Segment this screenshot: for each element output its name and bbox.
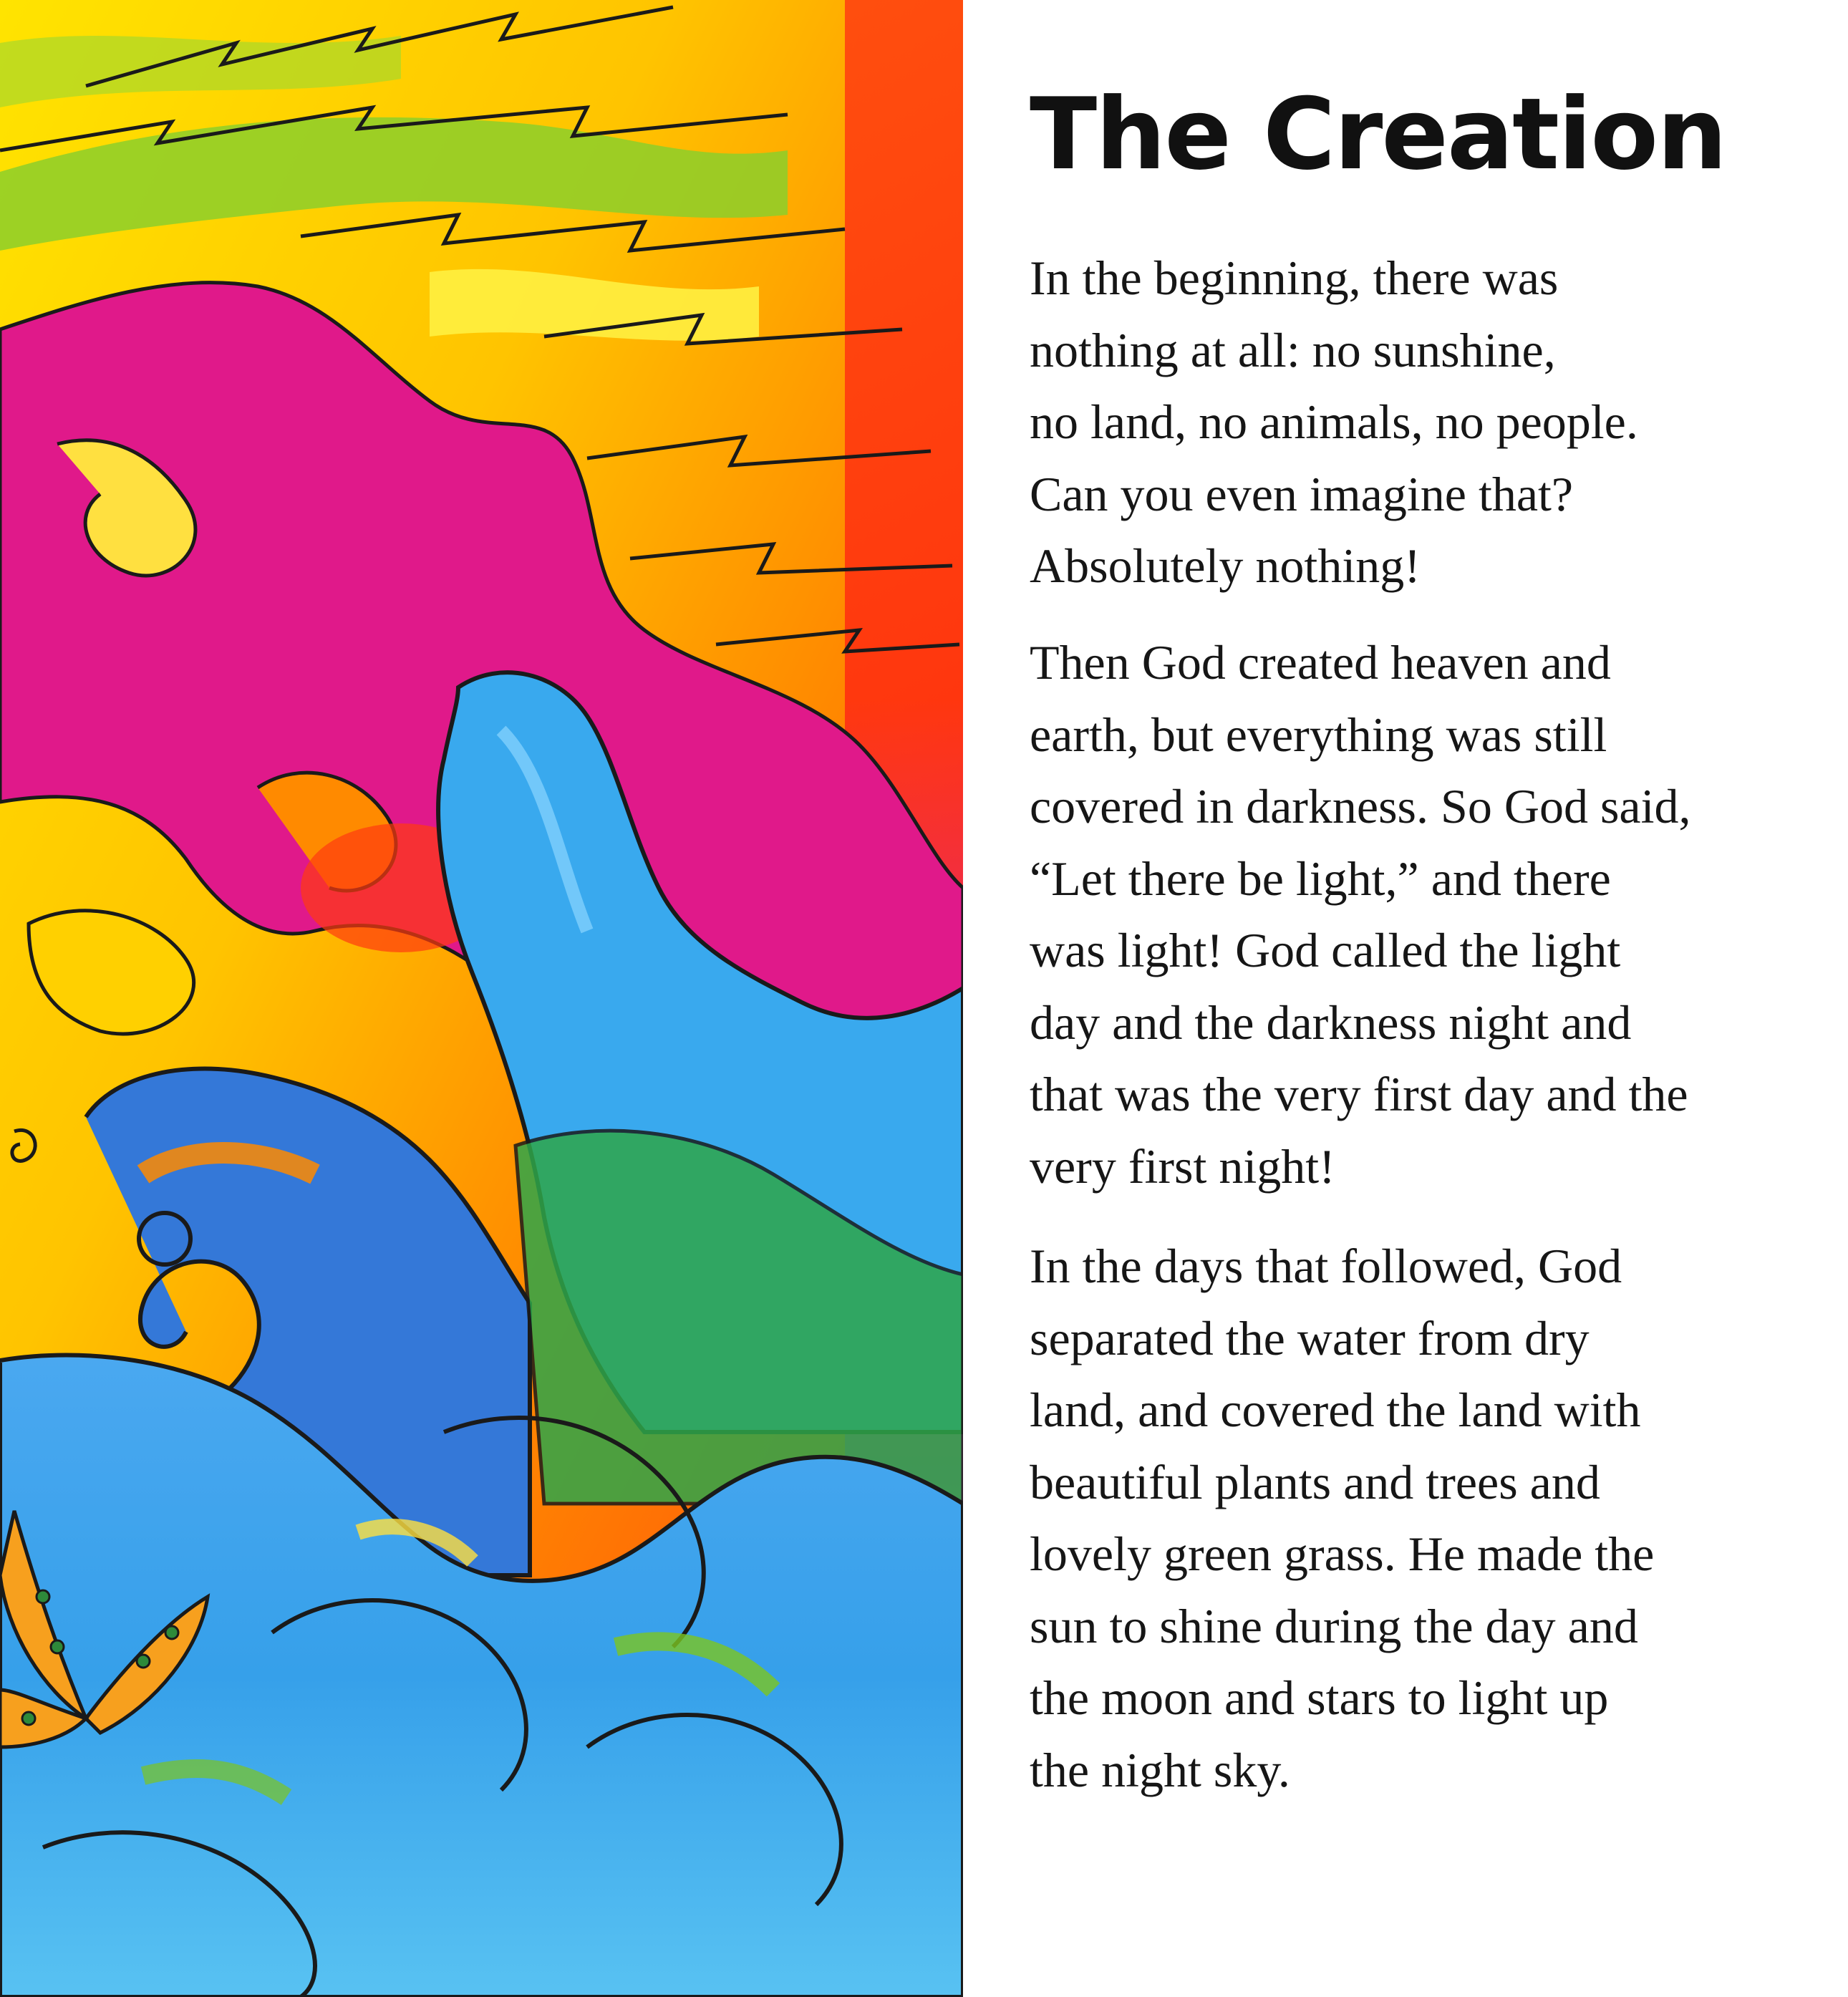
text-line: very first night! xyxy=(1030,1138,1335,1194)
story-paragraph-1 xyxy=(1030,242,1638,602)
text-line: that was the very first day and the xyxy=(1030,1067,1688,1121)
text-line: Absolutely nothing! xyxy=(1030,538,1421,593)
text-line: lovely green grass. He made the xyxy=(1030,1527,1655,1581)
text-line: “Let there be light,” and there xyxy=(1030,851,1611,906)
text-line: covered in darkness. So God said, xyxy=(1030,779,1691,833)
story-paragraph-3 xyxy=(1030,1230,1654,1806)
text-line: sun to shine during the day and xyxy=(1030,1598,1638,1653)
text-line: was light! God called the light xyxy=(1030,923,1621,977)
text-line: In the beginning, there was xyxy=(1030,251,1559,305)
text-line: the night sky. xyxy=(1030,1742,1290,1797)
story-paragraph-2 xyxy=(1030,627,1690,1202)
story-title: The Creation xyxy=(1030,77,1726,192)
text-line: day and the darkness night and xyxy=(1030,995,1632,1050)
text-line: Then God created heaven and xyxy=(1030,635,1611,690)
story-text-column xyxy=(1030,0,1824,1997)
text-line: the moon and stars to light up xyxy=(1030,1670,1609,1725)
text-line: In the days that followed, God xyxy=(1030,1239,1622,1293)
text-line: separated the water from dry xyxy=(1030,1310,1590,1365)
text-line: no land, no animals, no people. xyxy=(1030,395,1638,449)
text-line: beautiful plants and trees and xyxy=(1030,1454,1600,1509)
text-line: land, and covered the land with xyxy=(1030,1383,1641,1437)
text-line: Can you even imagine that? xyxy=(1030,466,1574,521)
text-line: earth, but everything was still xyxy=(1030,707,1607,762)
text-line: nothing at all: no sunshine, xyxy=(1030,322,1556,377)
